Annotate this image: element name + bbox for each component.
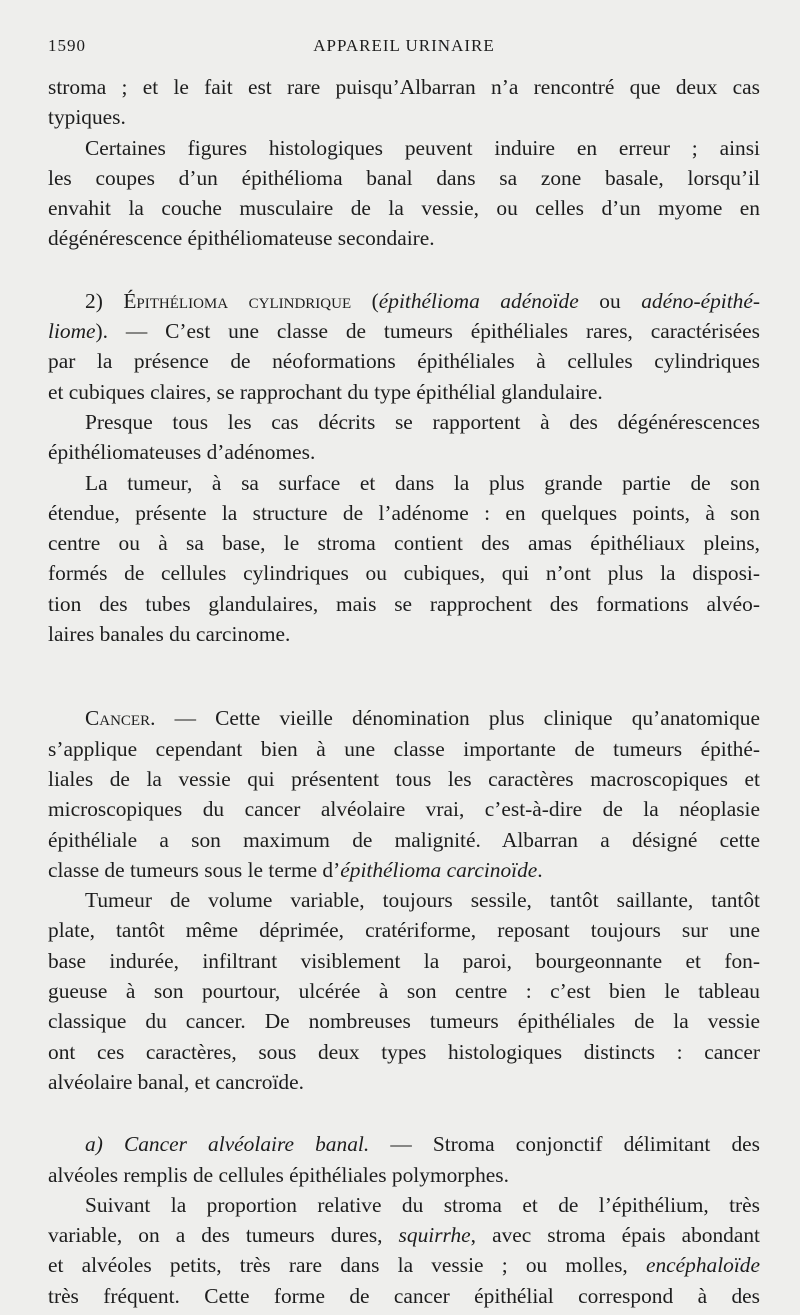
text-line: dégénérescence épithéliomateuse secondaire. [48,226,435,251]
paragraph-gap [48,1097,760,1129]
section-heading-line [48,703,760,733]
italic-term: adéno-épithé- [641,288,760,313]
text-line [48,316,760,346]
section-heading-line [48,286,760,316]
text-line: alvéolaire banal, et cancroïde. [48,1069,304,1094]
text-fragment: ou [578,288,642,313]
text-line [48,1250,760,1280]
text-fragment: et alvéoles petits, très rare dans la vessie ; ou molles, [48,1253,646,1278]
text-line: Tumeur de volume variable, toujours sessile, tantôt saillante, tantôt [85,888,760,913]
text-line: classique du cancer. De nombreuses tumeurs épithéliales de la vessie [48,1009,760,1034]
paragraph-gap [48,254,760,286]
text-line: envahit la couche musculaire de la vessie, ou celles d’un myome en [48,196,760,221]
text-line: stroma ; et le fait est rare puisqu’Albarran n’a rencontré que deux cas [48,75,760,99]
section-title: Cancer. [85,706,156,731]
text-fragment: ( [351,288,379,313]
text-line: formés de cellules cylindriques ou cubiques, qui n’ont plus la disposi- [48,561,760,586]
section-number: 2) [85,288,124,313]
text-line: typiques. [48,105,126,130]
text-line: centre ou à sa base, le stroma contient des amas épithéliaux pleins, [48,531,760,556]
text-line: Certaines figures histologiques peuvent induire en erreur ; ainsi [85,135,760,160]
text-fragment: , avec stroma épais abondant [470,1223,760,1248]
text-line: La tumeur, à sa surface et dans la plus grande partie de son [85,470,760,495]
text-line: épithéliomateuses d’adénomes. [48,440,316,465]
text-line [48,1220,760,1250]
text-line: épithéliale a son maximum de malignité. Albarran a désigné cette [48,827,760,852]
text-fragment: — Stroma conjonctif délimitant des [369,1132,760,1157]
text-line: laires banales du carcinome. [48,622,291,647]
text-line: alvéoles remplis de cellules épithéliales polymorphes. [48,1162,509,1187]
text-line: par la présence de néoformations épithéliales à cellules cylindriques [48,349,760,374]
text-fragment: . [537,857,543,882]
text-line: étendue, présente la structure de l’adénome : en quelques points, à son [48,500,760,525]
italic-term: squirrhe [398,1223,471,1248]
text-line: plate, tantôt même déprimée, cratériforme, reposant toujours sur une [48,918,760,943]
section-title: Épithélioma cylindrique [123,288,352,313]
running-title: APPAREIL URINAIRE [313,36,495,55]
text-line: ont ces caractères, sous deux types histologiques distincts : cancer [48,1039,760,1064]
text-line: gueuse à son pourtour, ulcérée à son centre : c’est bien le tableau [48,979,760,1004]
text-line: tion des tubes glandulaires, mais se rapprochent des formations alvéo- [48,591,760,616]
text-fragment: variable, on a des tumeurs dures, [48,1223,399,1248]
text-line: base indurée, infiltrant visiblement la paroi, bourgeonnante et fon- [48,948,760,973]
text-line: Presque tous les cas décrits se rapportent à des dégénérescences [85,409,760,434]
text-fragment: ). — C’est une classe de tumeurs épithéliales rares, caractérisées [95,319,760,344]
paragraph-gap [48,649,760,703]
page-header [48,36,760,60]
text-line: microscopiques du cancer alvéolaire vrai, c’est-à-dire de la néoplasie [48,797,760,822]
text-line: et cubiques claires, se rapprochant du type épithélial glandulaire. [48,379,603,404]
text-line: Suivant la proportion relative du stroma et de l’épithélium, très [85,1192,760,1217]
italic-term: épithélioma adénoïde [378,288,579,313]
text-line: s’applique cependant bien à une classe importante de tumeurs épithé- [48,736,760,761]
text-fragment: classe de tumeurs sous le terme d’ [48,857,341,882]
text-line: liales de la vessie qui présentent tous les caractères macroscopiques et [48,766,760,791]
subsection-heading-line [48,1129,760,1159]
subsection-title: a) Cancer alvéolaire banal. [85,1132,370,1157]
text-fragment: — Cette vieille dénomination plus clinique qu’anatomique [155,706,760,731]
italic-term: épithélioma carcinoïde [340,857,538,882]
text-line: les coupes d’un épithélioma banal dans sa zone basale, lorsqu’il [48,165,760,190]
text-line: très fréquent. Cette forme de cancer épithélial correspond à des [48,1283,760,1308]
page-body [48,72,760,1311]
page-number: 1590 [48,36,86,55]
italic-term: encéphaloïde [645,1253,760,1278]
text-line [48,855,760,885]
italic-term: liome [48,319,96,344]
